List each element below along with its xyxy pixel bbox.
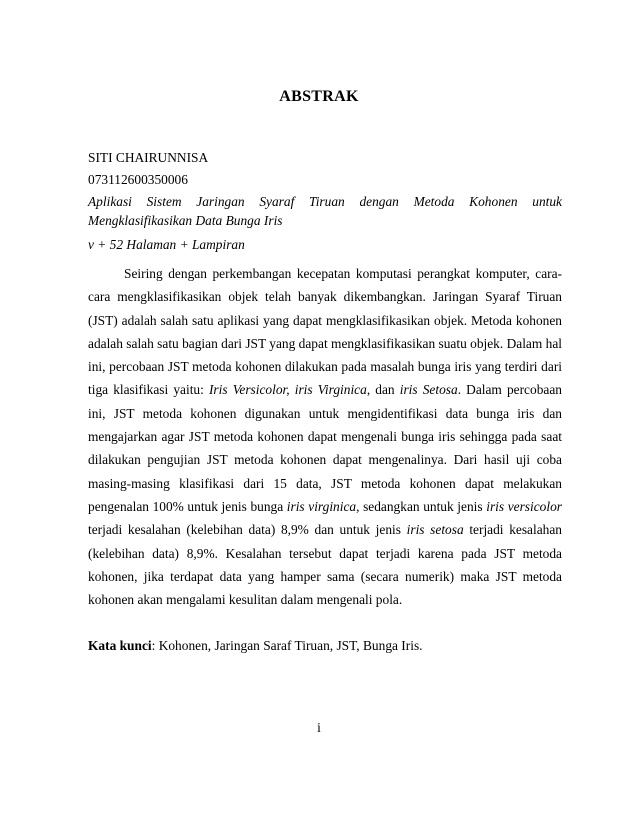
pages-info: v + 52 Halaman + Lampiran xyxy=(88,237,245,252)
abstract-text: , sedangkan untuk jenis xyxy=(356,498,487,514)
keywords-label: Kata kunci xyxy=(88,638,152,653)
page-title: ABSTRAK xyxy=(279,88,359,105)
species-term: iris Setosa xyxy=(399,382,458,398)
page-number: i xyxy=(317,720,321,735)
thesis-title: Aplikasi Sistem Jaringan Syaraf Tiruan dengan Metoda Kohonen untuk Mengklasifikasikan Data Bunga Iris xyxy=(88,194,562,228)
abstract-text: . Dalam percobaan ini, JST metoda kohonen digunakan untuk mengidentifikasi data bunga iris dan mengajarkan agar JST metoda kohonen dapat mengenali bunga iris sehingga pada saat dilakukan pengujian JST metoda kohonen dapat mengenalinya. Dari hasil uji coba masing-masing klasifikasi dari 15 data, JST metoda kohonen dapat melakukan pengenalan 100% untuk jenis bunga xyxy=(88,382,562,514)
species-term: iris versicolor xyxy=(486,498,562,514)
species-term: iris Virginica xyxy=(294,382,367,398)
abstract-paragraph xyxy=(88,262,562,611)
student-id: 073112600350006 xyxy=(88,172,188,187)
keywords-text: : Kohonen, Jaringan Saraf Tiruan, JST, Bunga Iris. xyxy=(151,638,423,653)
species-term: Iris Versicolor, xyxy=(208,382,290,398)
species-term: iris virginica xyxy=(286,498,357,514)
species-term: iris setosa xyxy=(406,522,464,538)
keywords-line xyxy=(88,636,423,655)
abstract-text: Seiring dengan perkembangan kecepatan komputasi perangkat komputer, cara-cara mengklasifikasikan objek telah banyak dikembangkan. Jaringan Syaraf Tiruan (JST) adalah salah satu aplikasi yang dapat mengklasifikasikan objek. Metoda kohonen adalah salah satu bagian dari JST yang dapat mengklasifikasikan suatu objek. Dalam hal ini, percobaan JST metoda kohonen dilakukan pada masalah bunga iris yang terdiri dari tiga klasifikasi yaitu: xyxy=(88,266,562,398)
abstract-text: terjadi kesalahan (kelebihan data) 8,9% dan untuk jenis xyxy=(88,522,407,538)
abstract-text: , dan xyxy=(366,382,400,398)
author-name: SITI CHAIRUNNISA xyxy=(88,150,209,165)
abstract-text: terjadi kesalahan (kelebihan data) 8,9%. Kesalahan tersebut dapat terjadi karena pada JST metoda kohonen, jika terdapat data yang hamper sama (secara numerik) maka JST metoda kohonen akan mengalami kesulitan dalam mengenali pola. xyxy=(88,522,562,608)
